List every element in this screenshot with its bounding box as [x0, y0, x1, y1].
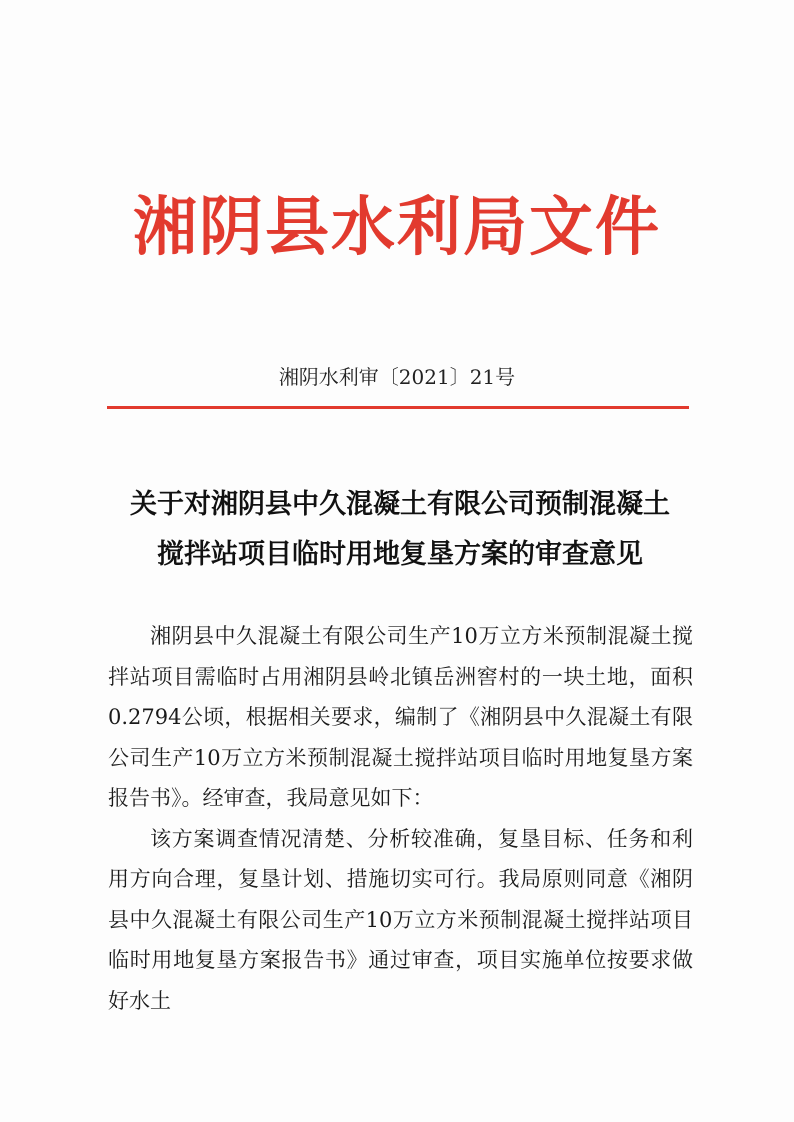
title-line-2: 搅拌站项目临时用地复垦方案的审查意见	[157, 539, 643, 570]
body-paragraph-2: 该方案调查情况清楚、分析较准确，复垦目标、任务和利用方向合理，复垦计划、措施切实可行。我局原则同意《湘阴县中久混凝土有限公司生产10万立方米预制混凝土搅拌站项目临时用地复垦方案报告书》通过审查，项目实施单位按要求做好水土	[108, 826, 693, 1013]
masthead-title: 湘阴县水利局文件	[133, 191, 661, 265]
body-paragraph-1: 湘阴县中久混凝土有限公司生产10万立方米预制混凝土搅拌站项目需临时占用湘阴县岭北镇岳洲窖村的一块土地，面积0.2794公顷，根据相关要求，编制了《湘阴县中久混凝土有限公司生产10万立方米预制混凝土搅拌站项目临时用地复垦方案报告书》。经审查，我局意见如下：	[108, 624, 693, 810]
document-body	[108, 616, 693, 1021]
red-separator-line	[107, 406, 689, 409]
document-number: 湘阴水利审〔2021〕21号	[278, 365, 516, 389]
title-line-1: 关于对湘阴县中久混凝土有限公司预制混凝土	[130, 489, 670, 520]
document-title	[100, 480, 700, 580]
